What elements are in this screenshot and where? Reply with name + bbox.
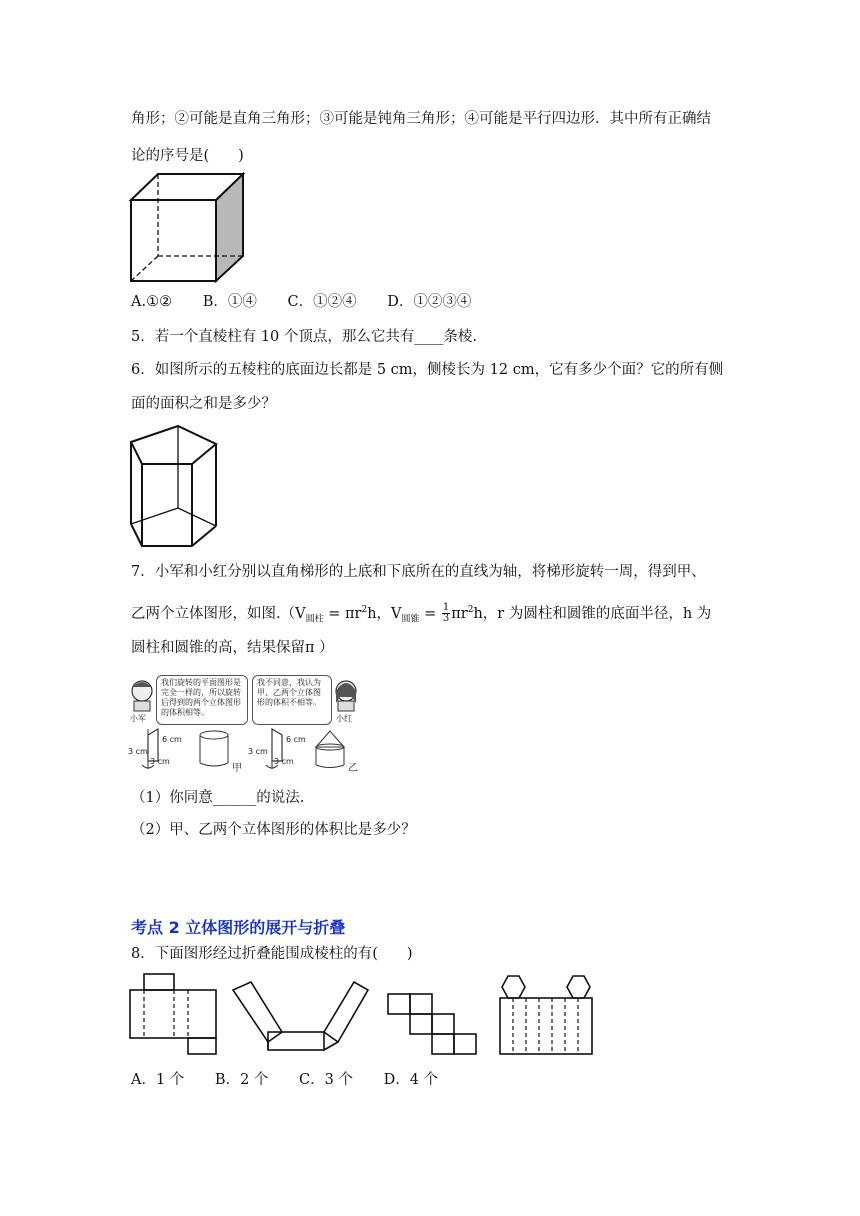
q7-illustration — [128, 673, 360, 775]
label-jia: 甲 — [232, 763, 242, 774]
q4-option-b[interactable]: B．①④ — [202, 294, 257, 310]
q7-line-2-a: 乙两个立体图形，如图.（V — [131, 605, 306, 622]
q8-text: 8．下面图形经过折叠能围成棱柱的有( ) — [131, 946, 413, 962]
q4-line-1: 角形；②可能是直角三角形；③可能是钝角三角形；④可能是平行四边形．其中所有正确结 — [131, 111, 711, 127]
q7-sub-cylinder: 圆柱 — [305, 614, 324, 625]
q8-option-a[interactable]: A．1 个 — [131, 1072, 185, 1088]
q6-line-1: 6．如图所示的五棱柱的底面边长都是 5 cm，侧棱长为 12 cm，它有多少个面？它的所有侧 — [131, 362, 724, 378]
q7-eq1: = πr — [323, 605, 362, 622]
q7-frac-num: 1 — [442, 602, 450, 614]
q5-text: 5．若一个直棱柱有 10 个顶点，那么它共有____条棱. — [131, 329, 478, 345]
q7-sup-2: 2 — [467, 605, 474, 615]
q7-line-3: 圆柱和圆锥的高，结果保留π ） — [131, 640, 334, 656]
q7-frac-den: 3 — [442, 613, 450, 625]
q7-line-2-b: πr — [451, 605, 468, 622]
q7-eq2: = — [419, 605, 441, 622]
section-2-title: 考点 2 立体图形的展开与折叠 — [131, 918, 346, 937]
net-2 — [233, 982, 368, 1050]
pentagonal-prism-figure — [128, 424, 244, 550]
cube-figure — [128, 170, 246, 284]
net-4 — [500, 976, 592, 1054]
q7-sub-cone: 圆锥 — [401, 614, 420, 625]
speech-bubble-left: 我们旋转的平面图形是完全一样的，所以旋转后得到的两个立体图形的体积相等。 — [156, 675, 248, 725]
dim-6cm-left: 6 cm — [162, 735, 182, 744]
dim-3cm-left-2: 3 cm — [150, 757, 170, 766]
dim-3cm-right-2: 3 cm — [274, 757, 294, 766]
q7-line-1: 7．小军和小红分别以直角梯形的上底和下底所在的直线为轴，将梯形旋转一周，得到甲、 — [131, 564, 706, 580]
q7-sub-2: （2）甲、乙两个立体图形的体积比是多少？ — [131, 822, 416, 838]
name-xiaojun: 小军 — [130, 714, 146, 723]
speech-bubble-right: 我不同意，我认为甲、乙两个立体图形的体积不相等。 — [252, 675, 332, 725]
q6-line-2: 面的面积之和是多少？ — [131, 396, 276, 412]
q8-options — [131, 1070, 750, 1090]
q8-option-c[interactable]: C．3 个 — [299, 1072, 353, 1088]
q4-line-2: 论的序号是( ) — [131, 148, 244, 164]
q4-option-d[interactable]: D．①②③④ — [387, 294, 472, 310]
q4-options — [131, 292, 750, 312]
q7-line-2-c: h，r 为圆柱和圆锥的底面半径，h 为 — [473, 605, 712, 622]
label-yi: 乙 — [348, 763, 358, 774]
q8-net-figures — [128, 972, 598, 1058]
q4-option-c[interactable]: C．①②④ — [287, 294, 357, 310]
dim-3cm-left-1: 3 cm — [128, 747, 148, 756]
dim-3cm-right-1: 3 cm — [248, 747, 268, 756]
q7-sup-1: 2 — [361, 605, 368, 615]
name-xiaohong: 小红 — [336, 714, 352, 723]
q8-option-d[interactable]: D．4 个 — [383, 1072, 439, 1088]
net-1 — [130, 974, 216, 1054]
q4-option-a[interactable]: A.①② — [131, 294, 173, 310]
dim-6cm-right: 6 cm — [286, 735, 306, 744]
net-3 — [388, 994, 476, 1054]
q8-option-b[interactable]: B．2 个 — [214, 1072, 269, 1088]
q7-sub-1: （1）你同意______的说法. — [131, 790, 305, 806]
q7-fraction — [442, 603, 450, 624]
q7-h1: h，V — [367, 605, 402, 622]
q7-line-2 — [131, 600, 750, 630]
